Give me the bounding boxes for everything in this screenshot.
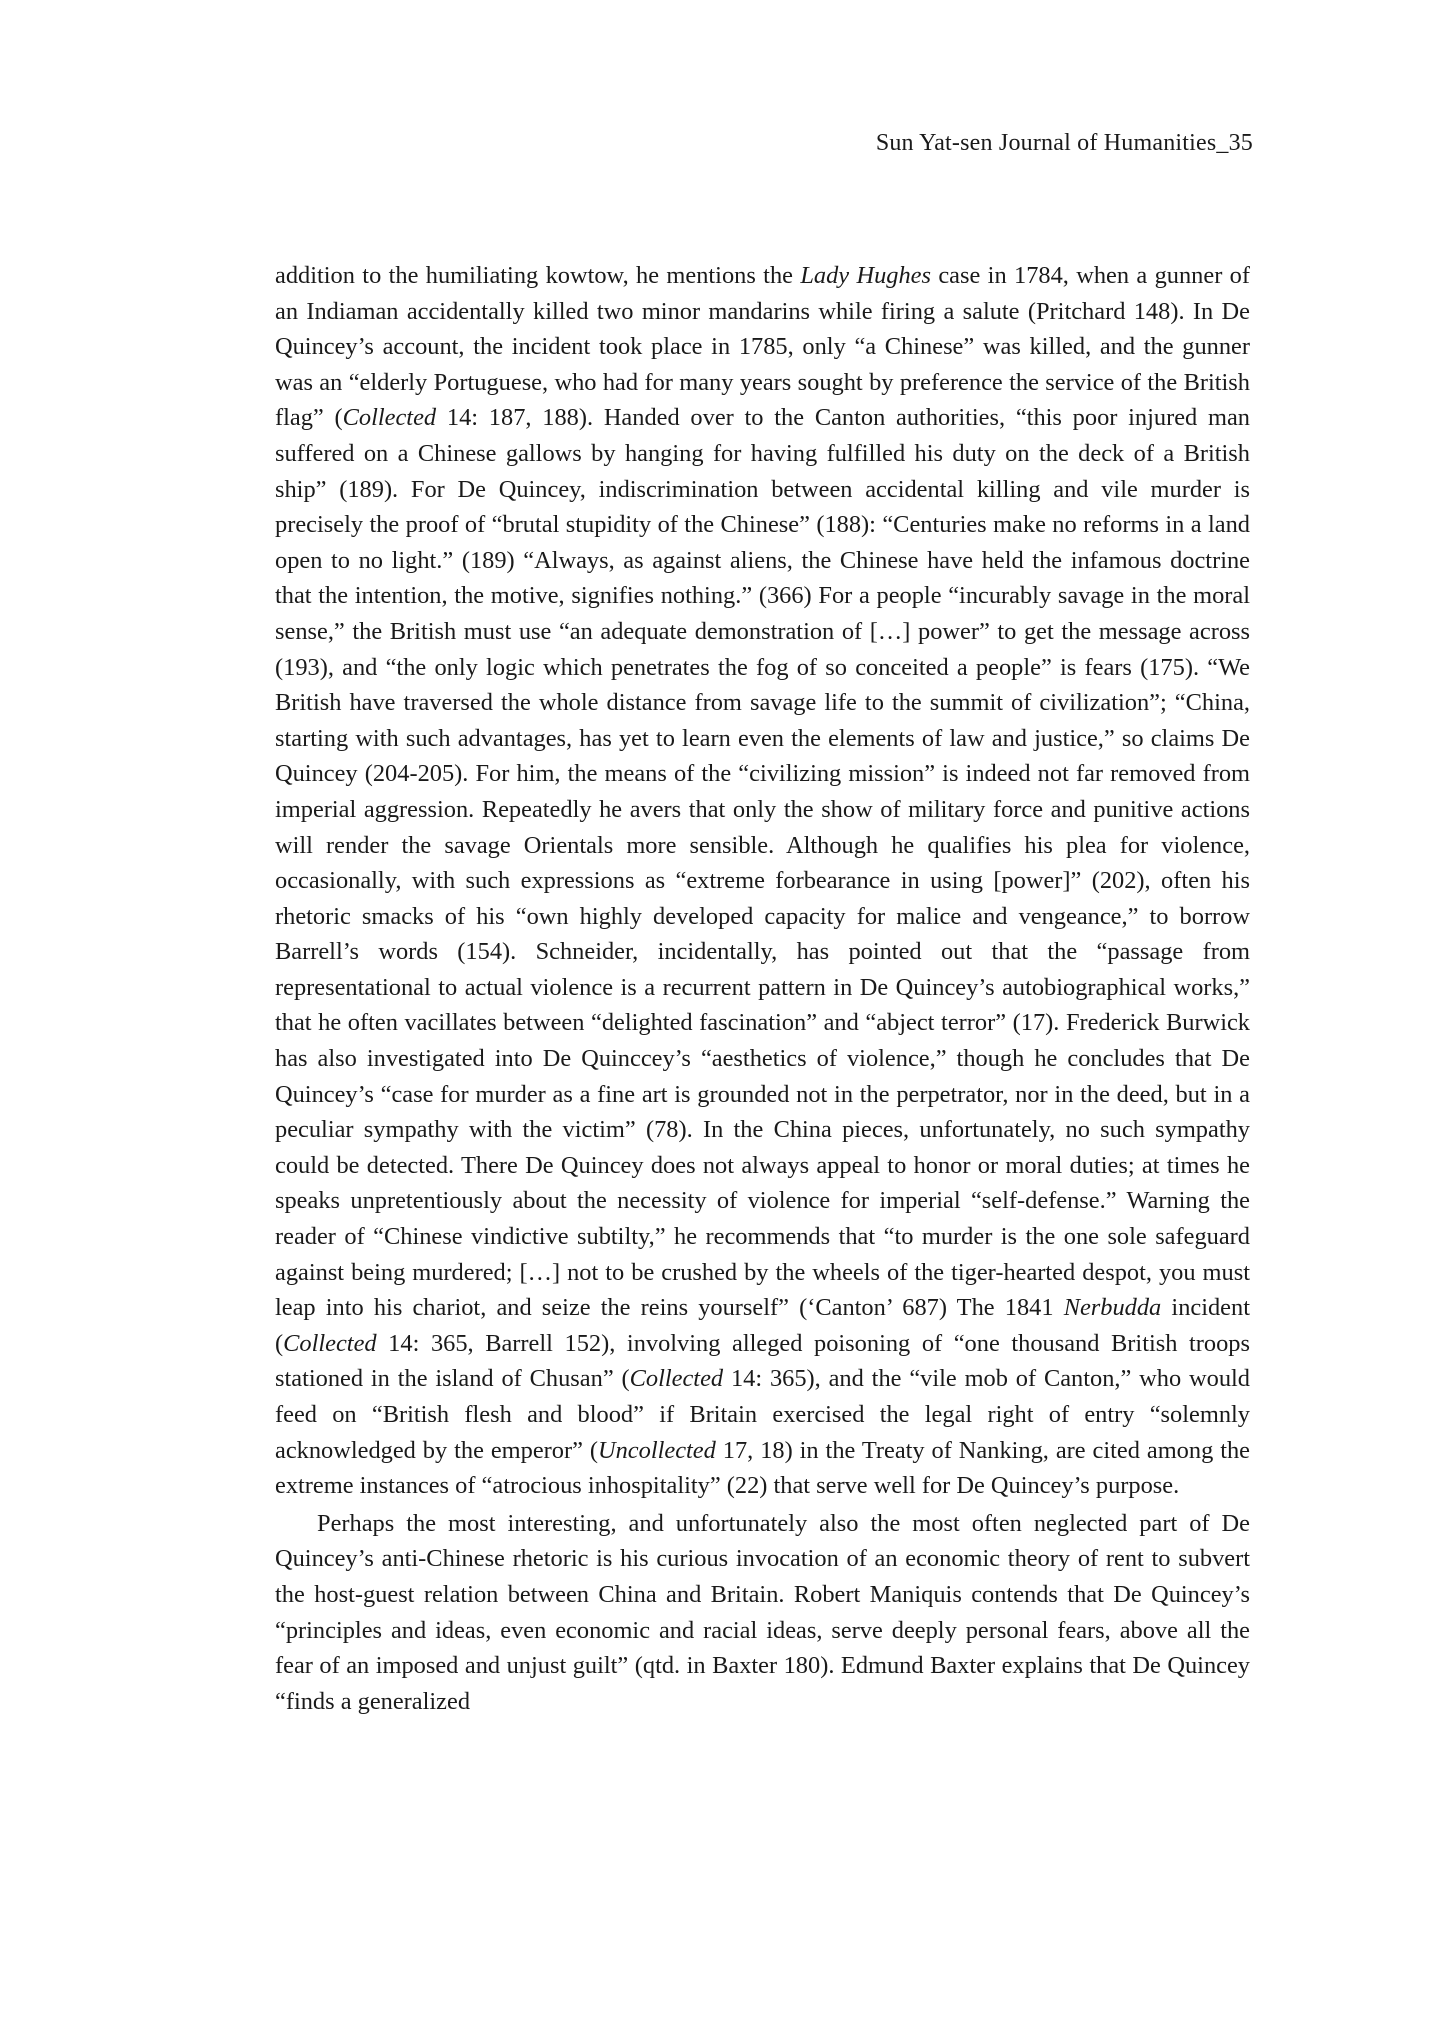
italic-title: Collected xyxy=(342,404,437,432)
text-segment: 14: 365), and the “vile mob of Canton,” who would feed on “British flesh and blood” if Britain exercised the legal right of entry “solemnly acknowledged by the emperor” ( xyxy=(275,1365,1250,1464)
text-segment: incident ( xyxy=(275,1294,1250,1357)
body-paragraph: Perhaps the most interesting, and unfortunately also the most often neglected part of De Quincey’s anti-Chinese rhetoric is his curious invocation of an economic theory of rent to subvert the host-guest relation between China and Britain. Robert Maniquis contends that De Quincey’s “principles and ideas, even economic and racial ideas, serve deeply personal fears, above all the fear of an imposed and unjust guilt” (qtd. in Baxter 180). Edmund Baxter explains that De Quincey “finds a generalized xyxy=(275,1509,1250,1715)
italic-title: Nerbudda xyxy=(1063,1294,1162,1322)
text-segment: 17, 18) in the Treaty of Nanking, are cited among the extreme instances of “atrocious inhospitality” (22) that serve well for De Quincey’s purpose. xyxy=(275,1436,1250,1500)
running-header: Sun Yat-sen Journal of Humanities_35 xyxy=(875,130,1253,156)
body-paragraph xyxy=(275,258,1250,1504)
text-segment: case in 1784, when a gunner of an Indiaman accidentally killed two minor mandarins while firing a salute (Pritchard 148). In De Quincey’s account, the incident took place in 1785, only “a Chinese” was killed, and the gunner was an “elderly Portuguese, who had for many years sought by preference the service of the British flag” ( xyxy=(275,262,1250,432)
italic-title: Collected xyxy=(283,1329,377,1357)
text-segment: 14: 365, Barrell 152), involving alleged poisoning of “one thousand British troops stationed in the island of Chusan” ( xyxy=(275,1329,1250,1393)
text-segment: addition to the humiliating kowtow, he mentions the xyxy=(275,262,801,289)
italic-title: Lady Hughes xyxy=(800,262,931,289)
page-body xyxy=(275,258,1250,1719)
text-segment: 14: 187, 188). Handed over to the Canton authorities, “this poor injured man suffered on a Chinese gallows by hanging for having fulfilled his duty on the deck of a British ship” (189). For De Quincey, indiscrimination between accidental killing and vile murder is precisely the proof of “brutal stupidity of the Chinese” (188): “Centuries make no reforms in a land open to no light.” (189) “Always, as against aliens, the Chinese have held the infamous doctrine that the intention, the motive, signifies nothing.” (366) For a people “incurably savage in the moral sense,” the British must use “an adequate demonstration of […] power” to get the message across (193), and “the only logic which penetrates the fog of so conceited a people” is fears (175). “We British have traversed the whole distance from savage life to the summit of civilization”; “China, starting with such advantages, has yet to learn even the elements of law and justice,” so claims De Quincey (204-205). For him, the means of the “civilizing mission” is indeed not far removed from imperial aggression. Repeatedly he avers that only the show of military force and punitive actions will render the savage Orientals more sensible. Although he qualifies his plea for violence, occasionally, with such expressions as “extreme forbearance in using [power]” (202), often his rhetoric smacks of his “own highly developed capacity for malice and vengeance,” to borrow Barrell’s words (154). Schneider, incidentally, has pointed out that the “passage from representational to actual violence is a recurrent pattern in De Quincey’s autobiographical works,” that he often vacillates between “delighted fascination” and “abject terror” (17). Frederick Burwick has also investigated into De Quinccey’s “aesthetics of violence,” though he concludes that De Quincey’s “case for murder as a fine art is grounded not in the perpetrator, nor in the deed, but in a peculiar sympathy with the victim” (78). In the China pieces, unfortunately, no such sympathy could be detected. There De Quincey does not always appeal to honor or moral duties; at times he speaks unpretentiously about the necessity of violence for imperial “self-defense.” Warning the reader of “Chinese vindictive subtilty,” he recommends that “to murder is the one sole safeguard against being murdered; […] not to be crushed by the wheels of the tiger-hearted despot, you must leap into his chariot, and seize the reins yourself” (‘Canton’ 687) The 1841 xyxy=(275,404,1250,1322)
italic-title: Uncollected xyxy=(598,1436,716,1464)
italic-title: Collected xyxy=(629,1365,724,1393)
